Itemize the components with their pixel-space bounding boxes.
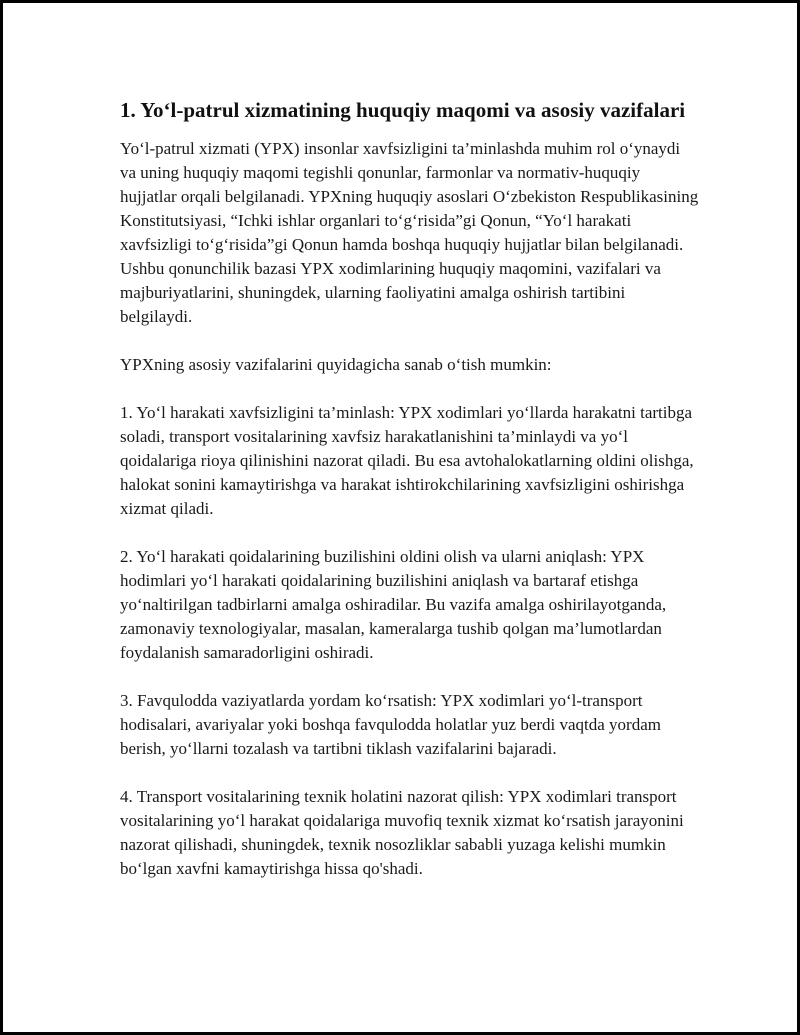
task-item-2: 2. Yo‘l harakati qoidalarining buzilishini oldini olish va ularni aniqlash: YPX hodimlari yo‘l harakati qoidalarining buzilishini aniqlash va bartaraf etishga yo‘naltirilgan tadbirlarni amalga oshiradilar. Bu vazifa amalga oshirilayotganda, zamonaviy texnologiyalar, masalan, kameralarga tushib qolgan ma’lumotlardan foydalanish samaradorligini oshiradi. xyxy=(120,547,667,662)
section-heading: 1. Yo‘l-patrul xizmatining huquqiy maqomi va asosiy vazifalari xyxy=(120,98,686,122)
task-item-4: 4. Transport vositalarining texnik holatini nazorat qilish: YPX xodimlari transport vositalarining yo‘l harakat qoidalariga muvofiq texnik xizmat ko‘rsatish jarayonini nazorat qilishadi, shuningdek, texnik nosozliklar sababli yuzaga kelishi mumkin bo‘lgan xavfni kamaytirishga hissa qo'shadi. xyxy=(120,787,684,878)
task-item-1: 1. Yo‘l harakati xavfsizligini ta’minlash: YPX xodimlari yo‘llarda harakatni tartibga soladi, transport vositalarining xavfsiz harakatlanishini ta’minlaydi va yo‘l qoidalariga rioya qilinishini nazorat qiladi. Bu esa avtohalokatlarning oldini olishga, halokat sonini kamaytirishga va harakat ishtirokchilarining xavfsizligini oshirishga xizmat qiladi. xyxy=(120,403,694,518)
document-body xyxy=(120,95,700,905)
intro-paragraph: Yo‘l-patrul xizmati (YPX) insonlar xavfsizligini ta’minlashda muhim rol o‘ynaydi va uning huquqiy maqomi tegishli qonunlar, farmonlar va normativ-huquqiy hujjatlar orqali belgilanadi. YPXning huquqiy asoslari O‘zbekiston Respublikasining Konstitutsiyasi, “Ichki ishlar organlari to‘g‘risida”gi Qonun, “Yo‘l harakati xavfsizligi to‘g‘risida”gi Qonun hamda boshqa huquqiy hujjatlar bilan belgilanadi. Ushbu qonunchilik bazasi YPX xodimlarining huquqiy maqomini, vazifalari va majburiyatlarini, shuningdek, ularning faoliyatini amalga oshirish tartibini belgilaydi. xyxy=(120,139,699,326)
task-item-3: 3. Favqulodda vaziyatlarda yordam ko‘rsatish: YPX xodimlari yo‘l-transport hodisalari, avariyalar yoki boshqa favqulodda holatlar yuz berdi vaqtda yordam berish, yo‘llarni tozalash va tartibni tiklash vazifalarini bajaradi. xyxy=(120,691,661,758)
tasks-intro-paragraph: YPXning asosiy vazifalarini quyidagicha sanab o‘tish mumkin: xyxy=(120,355,552,374)
